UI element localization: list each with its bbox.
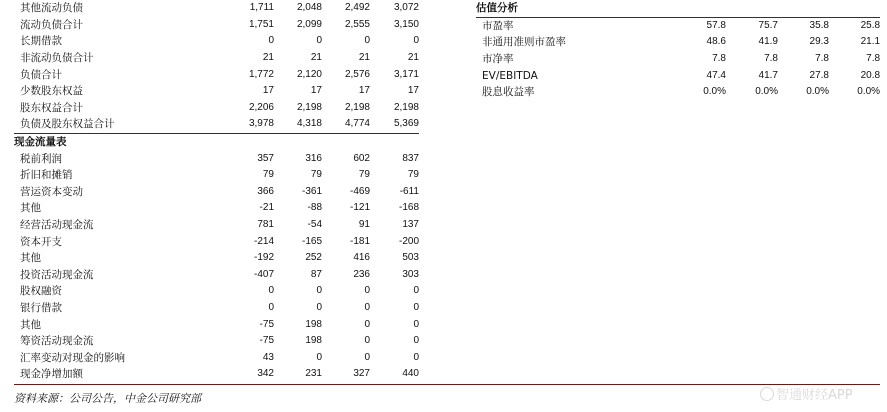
cell-value: 0	[413, 351, 419, 363]
row-label: 折旧和摊销	[20, 169, 73, 182]
cell-value: 0	[364, 351, 370, 363]
cell-value: 1,751	[248, 18, 274, 30]
cell-value: 0	[316, 285, 322, 297]
cell-value: -75	[259, 318, 274, 330]
cell-value: -168	[398, 202, 419, 214]
cell-value: -165	[301, 235, 322, 247]
cell-value: 0	[413, 285, 419, 297]
cell-value: 2,198	[344, 101, 370, 113]
cell-value: 303	[402, 268, 419, 280]
row-label: 市净率	[482, 53, 514, 66]
cell-value: 75.7	[758, 19, 778, 31]
cell-value: 41.9	[758, 36, 778, 48]
cell-value: 342	[257, 368, 274, 380]
cell-value: 0	[364, 318, 370, 330]
cell-value: 7.8	[712, 53, 726, 65]
cell-value: 4,774	[322, 116, 370, 133]
cell-value: 0.0%	[806, 86, 829, 98]
row-label: 股权融资	[20, 285, 62, 298]
source-divider	[14, 384, 880, 385]
row-label: 现金净增加额	[20, 368, 83, 381]
table-row	[476, 51, 880, 68]
cell-value: 2,048	[296, 2, 322, 14]
table-row	[14, 50, 419, 67]
table-row	[14, 200, 419, 217]
cashflow-section	[14, 133, 419, 150]
cell-value: 3,150	[393, 18, 419, 30]
valuation-rows	[476, 17, 880, 100]
cell-value: -121	[349, 202, 370, 214]
watermark-logo-icon	[760, 387, 774, 401]
row-label: 资本开支	[20, 235, 62, 248]
table-row	[14, 150, 419, 167]
table-row	[14, 100, 419, 117]
row-label: 负债合计	[20, 68, 62, 81]
cell-value: 91	[358, 219, 370, 231]
table-row	[14, 333, 419, 350]
row-label: 其他	[20, 318, 41, 331]
cell-value: 21	[262, 52, 274, 64]
cell-value: 21	[310, 52, 322, 64]
cell-value: 57.8	[706, 19, 726, 31]
cell-value: 0	[413, 318, 419, 330]
cell-value: 5,369	[370, 116, 419, 133]
cell-value: -200	[398, 235, 419, 247]
cell-value: 3,072	[393, 2, 419, 14]
table-row	[14, 366, 419, 383]
row-label: 流动负债合计	[20, 18, 83, 31]
table-row	[14, 116, 419, 133]
table-row	[476, 67, 880, 84]
table-row	[14, 217, 419, 234]
watermark	[760, 384, 853, 403]
row-label: 其他流动负债	[20, 2, 83, 15]
row-label: 股息收益率	[482, 86, 535, 99]
cell-value: 2,198	[393, 101, 419, 113]
cell-value: -407	[253, 268, 274, 280]
cell-value: 602	[353, 152, 370, 164]
row-label: 非流动负债合计	[20, 52, 94, 65]
cell-value: 416	[353, 252, 370, 264]
cell-value: -214	[253, 235, 274, 247]
table-row	[14, 17, 419, 34]
cell-value: 0	[316, 35, 322, 47]
cell-value: 0.0%	[703, 86, 726, 98]
cell-value: 1,772	[248, 68, 274, 80]
cell-value: 316	[305, 152, 322, 164]
cashflow-rows	[14, 150, 419, 382]
cell-value: -611	[399, 185, 419, 197]
cell-value: 0.0%	[857, 86, 881, 98]
table-row	[14, 267, 419, 284]
valuation-table	[476, 0, 880, 101]
row-label: 筹资活动现金流	[20, 335, 94, 348]
cell-value: 17	[262, 85, 274, 97]
cell-value: -54	[307, 219, 322, 231]
table-row	[14, 83, 419, 100]
cell-value: -469	[349, 185, 370, 197]
cell-value: 79	[262, 169, 274, 181]
table-row	[14, 33, 419, 50]
cell-value: -21	[259, 202, 274, 214]
watermark-text: 智通财经APP	[776, 388, 853, 403]
cell-value: 503	[402, 252, 419, 264]
cell-value: 35.8	[809, 19, 829, 31]
cell-value: 79	[310, 169, 322, 181]
cell-value: 48.6	[706, 36, 726, 48]
cell-value: 198	[305, 335, 322, 347]
row-label: 银行借款	[20, 301, 62, 314]
table-row	[14, 233, 419, 250]
cell-value: 0	[364, 301, 370, 313]
cell-value: 2,492	[344, 2, 370, 14]
balance-sheet-section	[14, 0, 419, 133]
cell-value: 17	[310, 85, 322, 97]
cell-value: 0	[316, 351, 322, 363]
row-label: 营运资本变动	[20, 185, 83, 198]
cell-value: 17	[358, 85, 370, 97]
table-row	[14, 283, 419, 300]
table-row	[14, 300, 419, 317]
cell-value: 781	[257, 219, 274, 231]
cell-value: -181	[349, 235, 370, 247]
cell-value: 20.8	[860, 69, 881, 81]
cell-value: 0	[413, 335, 419, 347]
cell-value: 0	[268, 301, 274, 313]
cell-value: 440	[402, 368, 419, 380]
cell-value: 198	[305, 318, 322, 330]
cell-value: 27.8	[809, 69, 829, 81]
table-row	[476, 84, 880, 101]
financial-statements-table	[14, 0, 419, 383]
table-row	[14, 66, 419, 83]
row-label: 其他	[20, 252, 41, 265]
row-label: 非通用准则市盈率	[482, 36, 566, 49]
row-label: 少数股东权益	[20, 85, 83, 98]
row-label: 负债及股东权益合计	[14, 116, 224, 133]
cell-value: 25.8	[860, 19, 881, 31]
cell-value: 0.0%	[755, 86, 778, 98]
cell-value: 366	[257, 185, 274, 197]
cell-value: 0	[364, 285, 370, 297]
cell-value: 21.1	[860, 36, 881, 48]
cell-value: 3,978	[224, 116, 274, 133]
cell-value: 837	[402, 152, 419, 164]
cell-value: 47.4	[706, 69, 726, 81]
row-label: 市盈率	[482, 19, 514, 32]
row-label: 汇率变动对现金的影响	[20, 351, 125, 364]
table-row	[476, 17, 880, 34]
cell-value: 43	[262, 351, 274, 363]
table-row	[14, 0, 419, 17]
table-row	[476, 34, 880, 51]
cell-value: -75	[259, 335, 274, 347]
valuation-title: 估值分析	[476, 0, 880, 17]
cell-value: 0	[413, 301, 419, 313]
cell-value: 1,711	[249, 2, 274, 14]
cell-value: 137	[402, 219, 419, 231]
cell-value: 7.8	[815, 53, 829, 65]
cell-value: 2,120	[296, 68, 322, 80]
table-row	[14, 184, 419, 201]
table-row	[14, 316, 419, 333]
cell-value: 7.8	[866, 53, 881, 65]
cell-value: 0	[413, 35, 419, 47]
cell-value: 29.3	[809, 36, 829, 48]
cell-value: 2,206	[248, 101, 274, 113]
cell-value: 79	[407, 169, 419, 181]
cell-value: 87	[310, 268, 322, 280]
cell-value: 0	[364, 35, 370, 47]
cell-value: 3,171	[393, 68, 419, 80]
cell-value: 236	[353, 268, 370, 280]
cell-value: 79	[358, 169, 370, 181]
cell-value: 0	[364, 335, 370, 347]
cell-value: 357	[257, 152, 274, 164]
cell-value: 17	[407, 85, 419, 97]
cell-value: 0	[268, 35, 274, 47]
cell-value: 0	[316, 301, 322, 313]
cell-value: 7.8	[764, 53, 778, 65]
cell-value: 4,318	[274, 116, 322, 133]
cell-value: 41.7	[758, 69, 778, 81]
cell-value: 0	[268, 285, 274, 297]
cell-value: 231	[305, 368, 322, 380]
cell-value: 21	[358, 52, 370, 64]
table-row	[14, 349, 419, 366]
cell-value: -88	[307, 202, 322, 214]
table-row	[14, 250, 419, 267]
source-note: 资料来源：公司公告，中金公司研究部	[14, 392, 201, 405]
row-label: 经营活动现金流	[20, 219, 94, 232]
cell-value: 252	[305, 252, 322, 264]
cell-value: 2,576	[344, 68, 370, 80]
cell-value: 21	[407, 52, 419, 64]
row-label: EV/EBITDA	[482, 69, 538, 82]
row-label: 投资活动现金流	[20, 268, 94, 281]
row-label: 税前利润	[20, 152, 62, 165]
cell-value: 2,198	[296, 101, 322, 113]
cashflow-title: 现金流量表	[14, 136, 67, 149]
cell-value: 327	[353, 368, 370, 380]
cell-value: -192	[253, 252, 274, 264]
cell-value: -361	[301, 185, 322, 197]
row-label: 其他	[20, 202, 41, 215]
table-row	[14, 167, 419, 184]
row-label: 股东权益合计	[20, 101, 83, 114]
row-label: 长期借款	[20, 35, 62, 48]
cell-value: 2,099	[296, 18, 322, 30]
cell-value: 2,555	[344, 18, 370, 30]
